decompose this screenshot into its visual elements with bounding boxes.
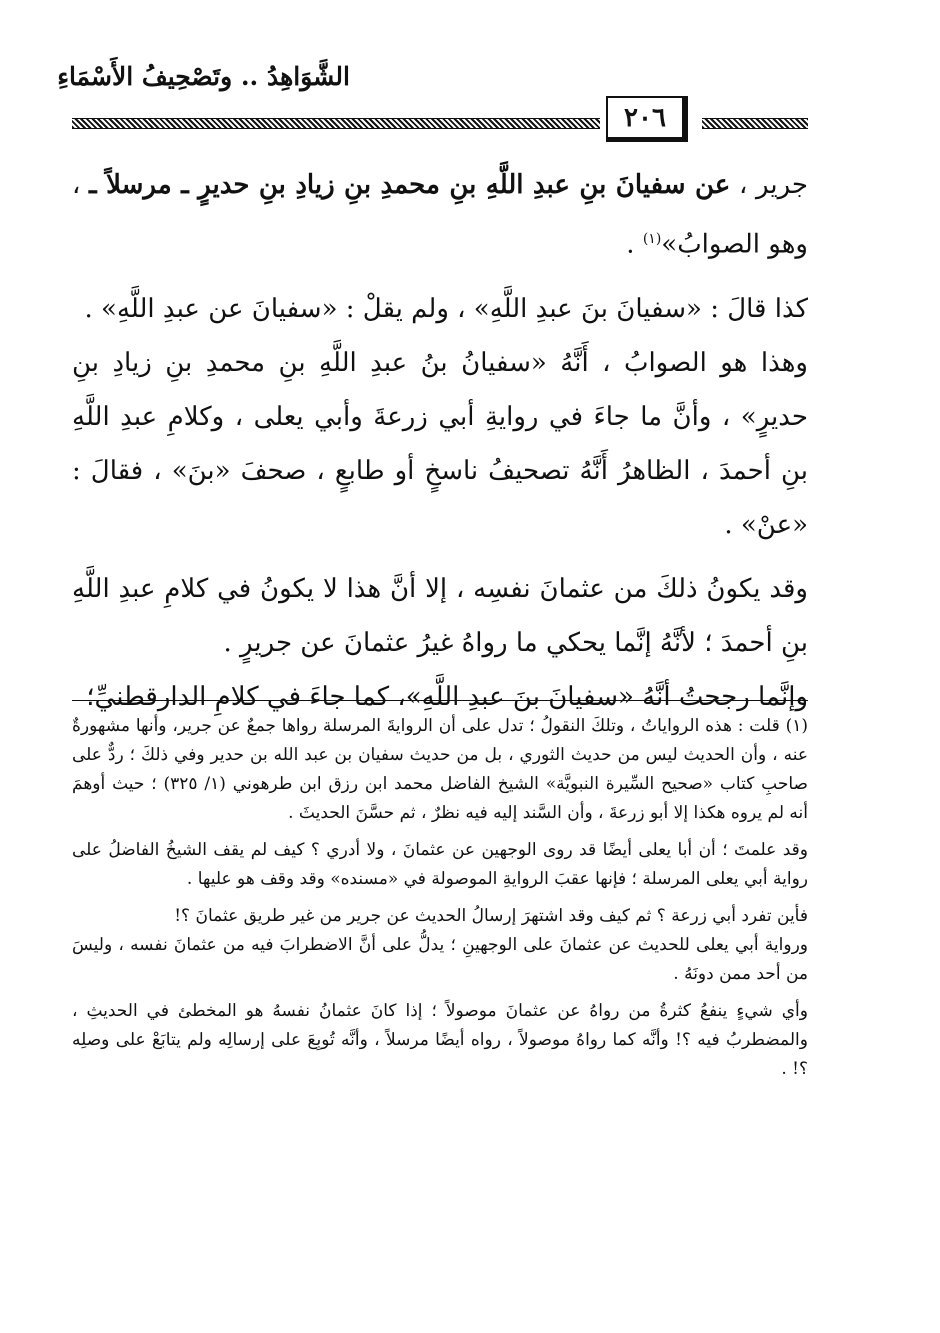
header-ornamental-rule-left — [72, 118, 600, 129]
page-number: ٢٠٦ — [606, 96, 688, 142]
footnote-separator — [72, 700, 808, 701]
main-text — [72, 158, 808, 724]
footnote-reference[interactable]: (١) — [642, 231, 662, 247]
footnote-1: (١) قلت : هذه الرواياتُ ، وتلكَ النقولُ ؛ تدل على أن الروايةَ المرسلة رواها جمعٌ عن جرير، وأنها مشهورةٌ عنه ، وأن الحديث ليس من حديث الثوري ، بل من حديث سفيان بن عبد الله بن حدير وفي ذلكَ ؛ ردٌّ على صاحبِ كتاب «صحيح السِّيرة النبويَّة» الشيخ الفاضل محمد ابن رزق ابن طرهوني (١/ ٣٢٥) ؛ حيث أوهمَ أنه لم يروه هكذا إلا أبو زرعةَ ، وأن السَّند إليه فيه نظرٌ ، ثم حسَّنَ الحديثَ . — [72, 716, 808, 823]
p1-end: . — [626, 229, 643, 260]
footnote-para-4: ورواية أبي يعلى للحديث عن عثمانَ على الوجهينِ ؛ يدلُّ على أنَّ الاضطرابَ فيه من عثمانَ نفسه ، وليسَ من أحد ممن دونَهُ . — [72, 935, 808, 984]
running-header-title: الشَّوَاهِدُ .. وتَصْحِيفُ الأَسْمَاءِ — [57, 62, 350, 91]
paragraph-2: كذا قالَ : «سفيانَ بنَ عبدِ اللَّهِ» ، ولم يقلْ : «سفيانَ عن عبدِ اللَّهِ» . — [84, 293, 808, 324]
paragraph-1 — [72, 158, 808, 272]
paragraph-4: وقد يكونُ ذلكَ من عثمانَ نفسِه ، إلا أنَّ هذا لا يكونُ في كلامِ عبدِ اللَّهِ بنِ أحمدَ ؛ لأنَّهُ إنَّما يحكي ما رواهُ غيرُ عثمانَ عن جريرٍ . — [72, 573, 808, 658]
p1-isnad: عن سفيانَ بنِ عبدِ اللَّهِ بنِ محمدِ بنِ زيادِ بنِ حديرٍ ـ مرسلاً ـ — [89, 170, 731, 200]
footnotes — [72, 712, 808, 1084]
p1-lead: جرير ، — [730, 170, 809, 200]
footnote-para-5: وأي شيءٍ ينفعُ كثرةُ من رواهُ عن عثمانَ موصولاً ؛ إذا كانَ عثمانُ نفسهُ هو المخطئ في الحديثِ ، والمضطربُ فيه ؟! وأنَّه كما رواهُ موصولاً ، رواه أيضًا مرسلاً ، وأنَّه تُوبِعَ على إرسالِه ولم يتابَعْ على وصلِه ؟! . — [72, 1001, 808, 1079]
footnote-para-3: فأين تفرد أبي زرعة ؟ ثم كيف وقد اشتهرَ إرسالُ الحديث عن جرير من غير طريق عثمانَ ؟! — [174, 906, 808, 926]
p1-tail: ، وهو الصوابُ» — [72, 170, 808, 260]
footnote-para-2: وقد علمتَ ؛ أن أبا يعلى أيضًا قد روى الوجهين عن عثمانَ ، ولا أدري ؟ كيف لم يقف الشيخُ الفاضلُ على رواية أبي يعلى المرسلة ؛ فإنها عقبَ الروايةِ الموصولة في «مسنده» وقد وقف هو عليها . — [72, 840, 808, 889]
paragraph-5: وإنَّما رجحتُ أنَّهُ «سفيانَ بنَ عبدِ اللَّهِ»، كما جاءَ في كلامِ الدارقطنيِّ؛ — [86, 681, 808, 712]
header-ornamental-rule-right — [702, 118, 808, 129]
paragraph-3: وهذا هو الصوابُ ، أَنَّهُ «سفيانُ بنُ عبدِ اللَّهِ بنِ محمدِ بنِ زيادِ بنِ حديرٍ» ، وأنَّ ما جاءَ في روايةِ أبي زرعةَ وأبي يعلى ، وكلامِ عبدِ اللَّهِ بنِ أحمدَ ، الظاهرُ أَنَّهُ تصحيفُ ناسخٍ أو طابعٍ ، صحفَ «بنَ» ، فقالَ : «عنْ» . — [72, 347, 808, 540]
